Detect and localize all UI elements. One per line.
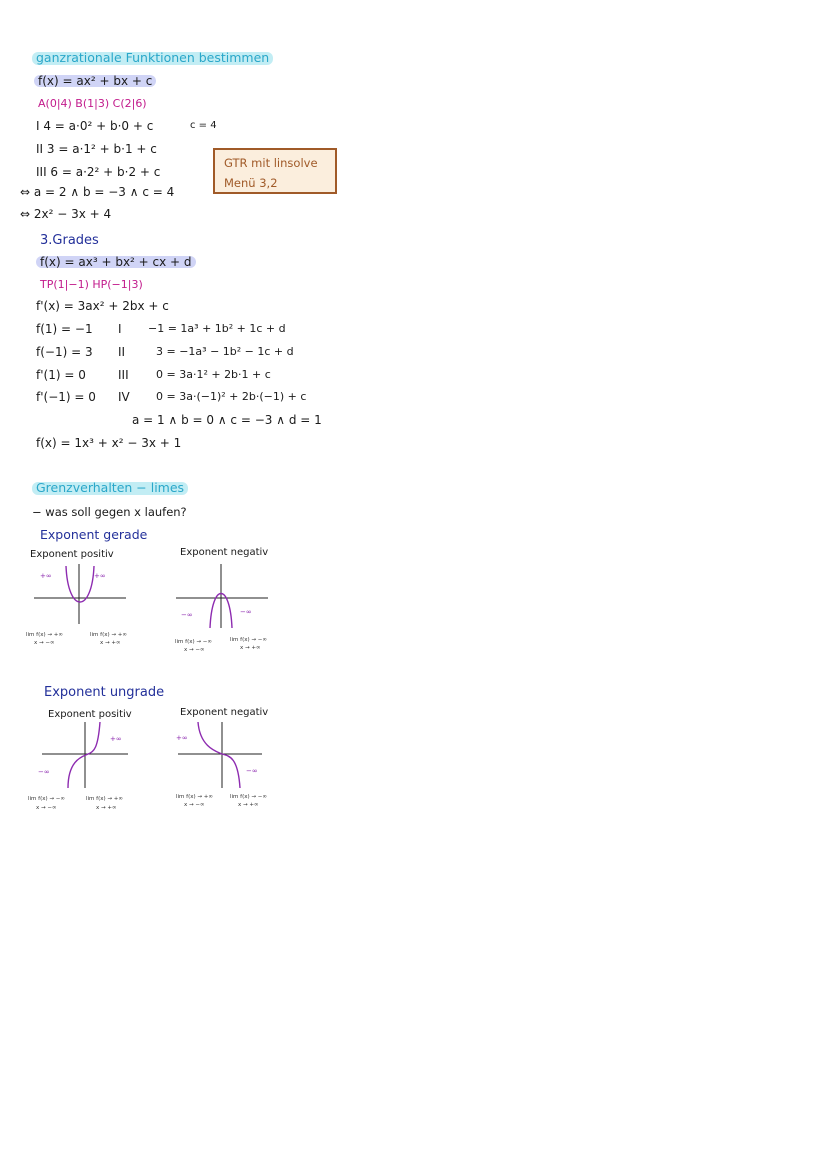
system-solution: a = 1 ∧ b = 0 ∧ c = −3 ∧ d = 1 (132, 413, 322, 427)
numeral-4: IV (118, 390, 130, 404)
graph-even-pos-lim-left: lim f(x) → +∞ (26, 632, 63, 638)
quadratic-formula: f(x) = ax² + bx + c (34, 75, 156, 87)
condition-1: f(1) = −1 (36, 322, 93, 336)
gtr-line-1: GTR mit linsolve (224, 156, 318, 170)
odd-exponent-heading: Exponent ungrade (44, 685, 165, 700)
numeral-2: II (118, 345, 126, 359)
c-value: c = 4 (190, 120, 217, 131)
cubic-result: f(x) = 1x³ + x² − 3x + 1 (36, 436, 182, 450)
graph-odd-pos-title: Exponent positiv (48, 709, 132, 720)
graph-even-pos-sub-left: x → −∞ (34, 640, 55, 646)
equation-1: I 4 = a·0² + b·0 + c (36, 119, 154, 133)
numeral-1: I (118, 322, 122, 336)
graph-odd-neg-title: Exponent negativ (180, 707, 269, 718)
graph-even-pos-right: +∞ (94, 572, 106, 580)
even-exponent-heading: Exponent gerade (40, 527, 148, 542)
graph-even-neg-title: Exponent negativ (180, 547, 269, 558)
graph-even-neg-lim-right: lim f(x) → −∞ (230, 637, 267, 643)
graph-odd-pos-left: −∞ (38, 768, 50, 776)
graph-odd-pos-lim-right: lim f(x) → +∞ (86, 796, 123, 802)
derivative: f'(x) = 3ax² + 2bx + c (36, 299, 169, 313)
condition-2: f(−1) = 3 (36, 345, 93, 359)
graph-odd-negative (172, 722, 272, 792)
graph-odd-neg-sub-right: x → +∞ (238, 802, 259, 808)
condition-3: f'(1) = 0 (36, 368, 86, 382)
graph-odd-pos-sub-left: x → −∞ (36, 805, 57, 811)
graph-even-neg-lim-left: lim f(x) → −∞ (175, 639, 212, 645)
graph-odd-neg-lim-right: lim f(x) → −∞ (230, 794, 267, 800)
graph-even-neg-right: −∞ (240, 608, 252, 616)
graph-even-neg-left: −∞ (181, 611, 193, 619)
numeral-3: III (118, 368, 129, 382)
graph-odd-pos-right: +∞ (110, 735, 122, 743)
section-heading-3-grades: 3.Grades (40, 233, 99, 248)
graph-odd-neg-right: −∞ (246, 767, 258, 775)
given-points: A(0|4) B(1|3) C(2|6) (38, 97, 147, 110)
graph-odd-positive (32, 722, 132, 792)
system-eq-4: 0 = 3a·(−1)² + 2b·(−1) + c (156, 390, 307, 403)
gtr-line-2: Menü 3,2 (224, 176, 278, 190)
section-heading-grenzverhalten: Grenzverhalten − limes (32, 482, 188, 495)
graph-even-neg-sub-right: x → +∞ (240, 645, 261, 651)
graph-even-pos-lim-right: lim f(x) → +∞ (90, 632, 127, 638)
equation-2: II 3 = a·1² + b·1 + c (36, 142, 157, 156)
system-eq-1: −1 = 1a³ + 1b² + 1c + d (148, 322, 286, 335)
condition-4: f'(−1) = 0 (36, 390, 96, 404)
system-eq-3: 0 = 3a·1² + 2b·1 + c (156, 368, 271, 381)
graph-odd-neg-sub-left: x → −∞ (184, 802, 205, 808)
graph-even-pos-sub-right: x → +∞ (100, 640, 121, 646)
limit-question: − was soll gegen x laufen? (32, 505, 187, 519)
graph-odd-neg-left: +∞ (176, 734, 188, 742)
result-line: ⇔ 2x² − 3x + 4 (20, 207, 112, 221)
graph-odd-neg-lim-left: lim f(x) → +∞ (176, 794, 213, 800)
graph-even-pos-left: +∞ (40, 572, 52, 580)
graph-odd-pos-sub-right: x → +∞ (96, 805, 117, 811)
gtr-hint-box (213, 148, 337, 194)
graph-even-pos-title: Exponent positiv (30, 549, 114, 560)
graph-even-negative (172, 562, 272, 642)
equation-3: III 6 = a·2² + b·2 + c (36, 165, 161, 179)
graph-odd-pos-lim-left: lim f(x) → −∞ (28, 796, 65, 802)
curve (68, 722, 100, 788)
curve (198, 722, 240, 788)
section-heading-ganzrationale: ganzrationale Funktionen bestimmen (32, 52, 273, 65)
cubic-formula: f(x) = ax³ + bx² + cx + d (36, 256, 196, 268)
extrema-points: TP(1|−1) HP(−1|3) (40, 278, 143, 291)
system-eq-2: 3 = −1a³ − 1b² − 1c + d (156, 345, 294, 358)
graph-even-neg-sub-left: x → −∞ (184, 647, 205, 653)
solution-line: ⇔ a = 2 ∧ b = −3 ∧ c = 4 (20, 185, 175, 199)
curve (66, 566, 94, 602)
